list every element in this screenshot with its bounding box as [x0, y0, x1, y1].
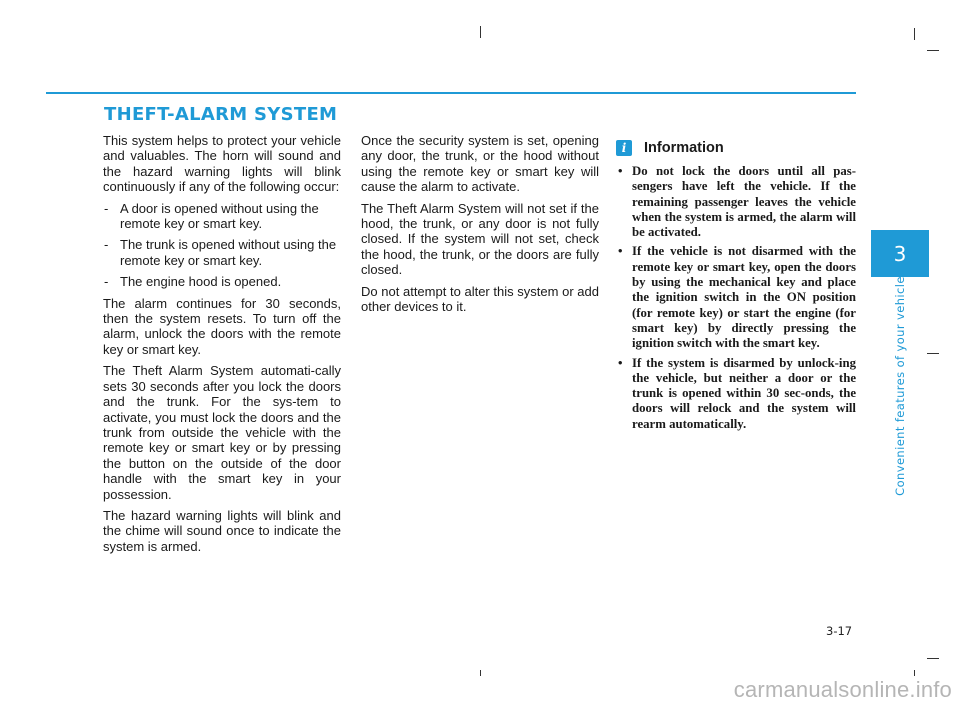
crop-mark — [927, 50, 939, 51]
list-item: - The engine hood is opened. — [103, 274, 341, 289]
reset-paragraph: The alarm continues for 30 seconds, then the system resets. To turn off the alarm, unlock the doors with the remote key or smart key. — [103, 295, 341, 357]
hazard-paragraph: The hazard warning lights will blink and the chime will sound once to indicate the system is armed. — [103, 507, 341, 554]
security-set-paragraph: Once the security system is set, opening any door, the trunk, or the hood without using the remote key or smart key will cause the alarm to activate. — [361, 133, 599, 195]
crop-mark — [927, 353, 939, 354]
page-number: 3-17 — [826, 624, 853, 638]
crop-mark — [480, 670, 481, 676]
left-column — [103, 133, 341, 560]
section-title: THEFT-ALARM SYSTEM — [104, 104, 338, 125]
chapter-title: Convenient features of your vehicle — [893, 276, 907, 496]
crop-mark — [927, 658, 939, 659]
list-item: - A door is opened without using the remote key or smart key. — [103, 201, 341, 232]
do-not-alter-paragraph: Do not attempt to alter this system or add other devices to it. — [361, 283, 599, 315]
trigger-conditions-list — [103, 201, 341, 290]
information-header — [616, 138, 856, 158]
not-set-paragraph: The Theft Alarm System will not set if the hood, the trunk, or any door is not fully closed. If the system will not set, check the hood, the trunk, or the doors are fully closed. — [361, 200, 599, 278]
middle-column — [361, 133, 599, 320]
crop-mark — [914, 28, 915, 40]
chapter-tab — [871, 230, 929, 277]
information-box — [616, 138, 856, 436]
intro-paragraph: This system helps to protect your vehicle and valuables. The horn will sound and the hazard warning lights will blink continuously if any of the following occur: — [103, 133, 341, 195]
information-list — [616, 164, 856, 432]
list-item: • If the vehicle is not disarmed with the remote key or smart key, open the doors by using the mechanical key and place the ignition switch in the ON position (for remote key) or start the engine (for smart key) by directly pressing the ignition switch with the smart key. — [616, 244, 856, 351]
information-title: Information — [644, 140, 724, 156]
list-item: - The trunk is opened without using the remote key or smart key. — [103, 237, 341, 268]
crop-mark — [480, 26, 481, 38]
crop-mark — [914, 670, 915, 676]
list-item: • Do not lock the doors until all pas-sengers have left the vehicle. If the remaining passenger leaves the vehicle when the system is armed, the alarm will be activated. — [616, 164, 856, 240]
list-item: • If the system is disarmed by unlock-ing the vehicle, but neither a door or the trunk is opened within 30 sec-onds, the doors will relock and the system will rearm automatically. — [616, 356, 856, 432]
header-rule — [46, 92, 856, 94]
watermark: carmanualsonline.info — [733, 677, 952, 702]
information-icon: i — [616, 140, 632, 156]
auto-set-paragraph: The Theft Alarm System automati-cally sets 30 seconds after you lock the doors and the trunk. For the sys-tem to activate, you must lock the doors and the trunk from outside the vehicle with the remote key or smart key or by pressing the button on the outside of the door handle with the smart key in your possession. — [103, 363, 341, 502]
chapter-number: 3 — [893, 241, 907, 266]
